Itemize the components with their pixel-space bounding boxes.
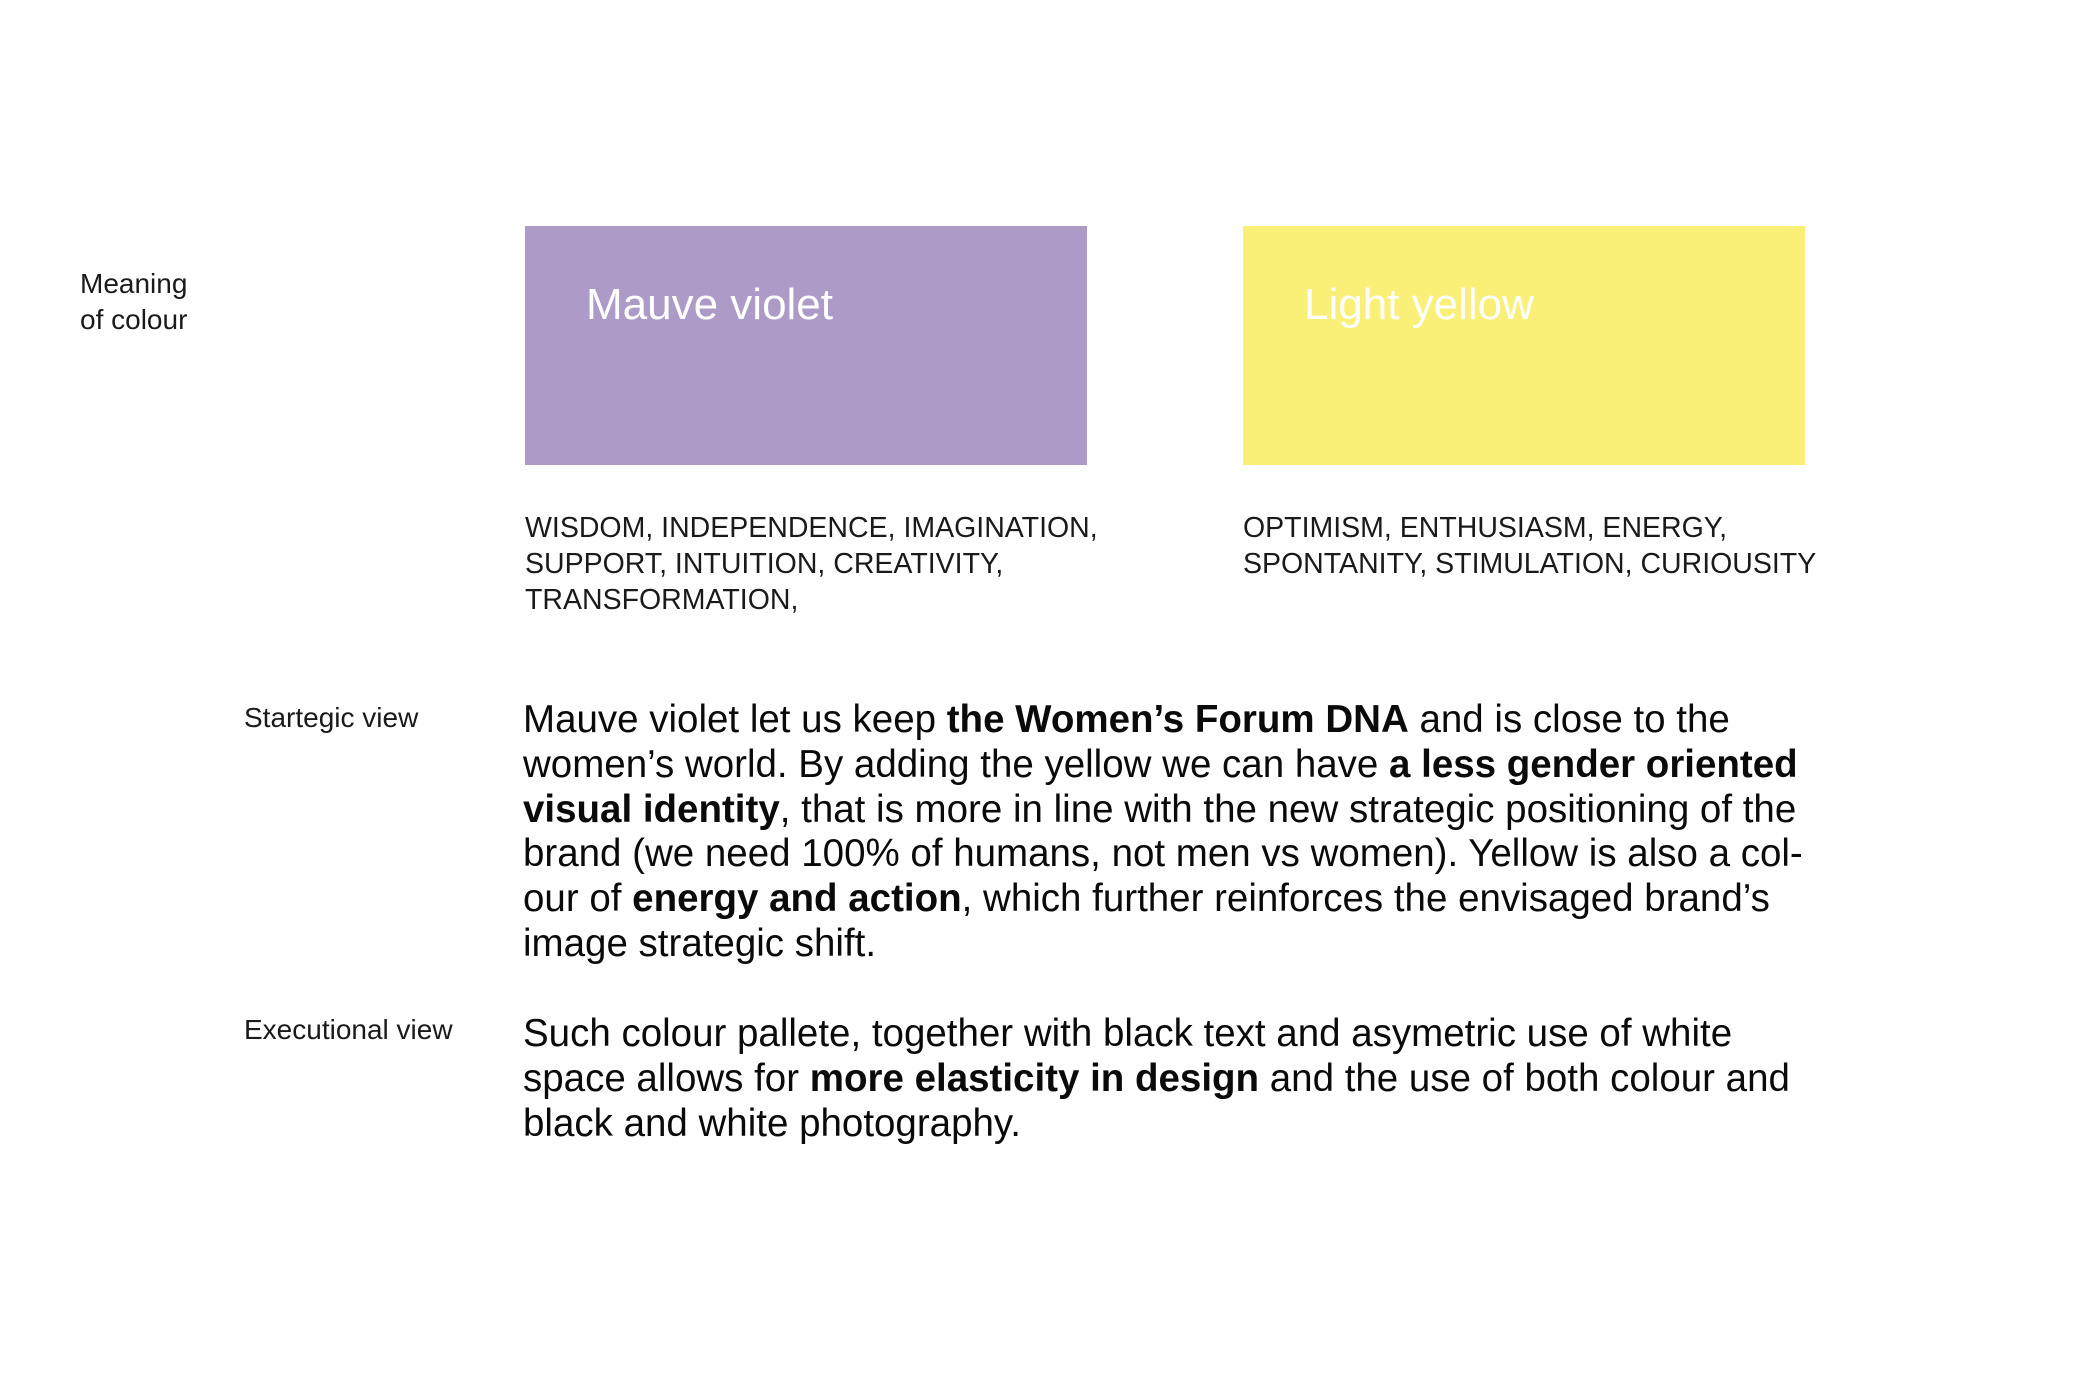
- paragraph-line: Such colour pallete, together with black text and asymetric use of white: [523, 1012, 1733, 1055]
- paragraph-line: visual identity, that is more in line with the new strategic positioning of the: [523, 787, 1797, 831]
- light-yellow-keywords: [1243, 510, 1883, 582]
- paragraph-line: brand (we need 100% of humans, not men vs women). Yellow is also a col-: [523, 832, 1803, 876]
- executional-view-paragraph: [523, 1012, 1963, 1146]
- strategic-view-paragraph: [523, 698, 1963, 967]
- meaning-label-line2: of colour: [80, 304, 188, 335]
- paragraph-line: black and white photography.: [523, 1101, 1021, 1145]
- emphasis: a less gender oriented: [1389, 742, 1798, 786]
- mauve-violet-swatch: [525, 226, 1087, 465]
- emphasis: the Women’s Forum DNA: [946, 698, 1409, 741]
- paragraph-line: women’s world. By adding the yellow we can have a less gender oriented: [523, 742, 1798, 786]
- light-yellow-swatch-name: Light yellow: [1304, 280, 1534, 329]
- keyword-line: SUPPORT, INTUITION, CREATIVITY,: [525, 548, 1004, 580]
- mauve-violet-swatch-name: Mauve violet: [586, 280, 834, 329]
- keyword-line: OPTIMISM, ENTHUSIASM, ENERGY,: [1243, 512, 1728, 544]
- paragraph-line: space allows for more elasticity in design and the use of both colour and: [523, 1056, 1790, 1100]
- emphasis: more elasticity in design: [809, 1056, 1260, 1100]
- keyword-line: WISDOM, INDEPENDENCE, IMAGINATION,: [525, 512, 1098, 544]
- light-yellow-swatch: [1243, 226, 1805, 465]
- mauve-violet-keywords: [525, 510, 1165, 618]
- meaning-label-line1: Meaning: [80, 268, 188, 299]
- meaning-of-colour-label: [80, 266, 280, 338]
- paragraph-line: image strategic shift.: [523, 921, 877, 965]
- executional-view-label: Executional view: [244, 1014, 453, 1045]
- emphasis: energy and action: [632, 877, 962, 921]
- emphasis: visual identity: [523, 787, 780, 831]
- keyword-line: SPONTANITY, STIMULATION, CURIOUSITY: [1243, 548, 1817, 580]
- paragraph-line: our of energy and action, which further reinforces the envisaged brand’s: [523, 877, 1770, 921]
- strategic-view-label: Startegic view: [244, 702, 419, 733]
- paragraph-line: Mauve violet let us keep the Women’s Forum DNA and is close to the: [523, 698, 1730, 741]
- keyword-line: TRANSFORMATION,: [525, 584, 799, 616]
